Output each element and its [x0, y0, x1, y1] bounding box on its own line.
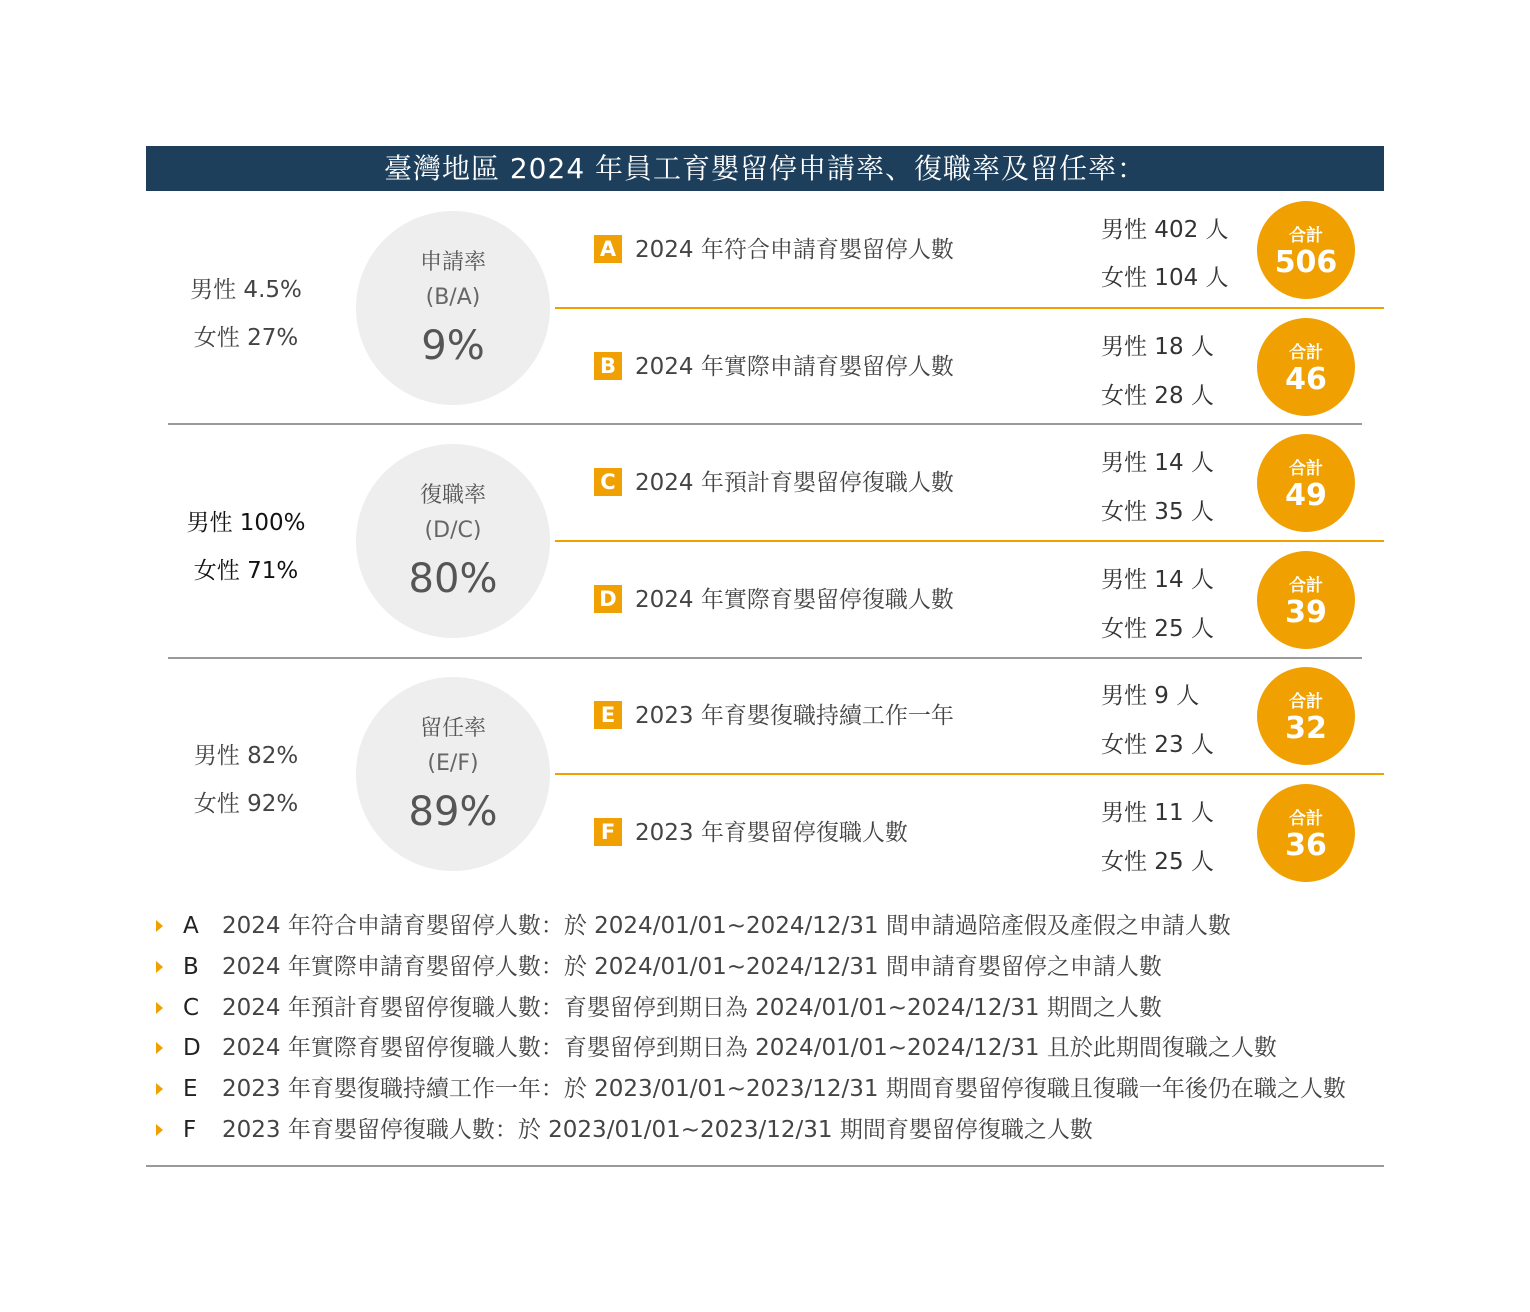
male-percentage: 男性 4.5%: [190, 277, 302, 303]
row-label-b: [594, 352, 954, 382]
total-value: 506: [1274, 245, 1338, 280]
letter-badge: C: [594, 468, 622, 496]
total-badge: [1257, 201, 1355, 299]
female-count: 女性 28 人: [1101, 383, 1214, 409]
male-count: 男性 9 人: [1101, 683, 1200, 709]
total-label: 合計: [1289, 692, 1323, 712]
rate-circle: [356, 444, 550, 638]
triangle-right-icon: [156, 920, 163, 932]
row-label-e: [594, 701, 954, 731]
triangle-right-icon: [156, 1042, 163, 1054]
rate-name: 復職率: [419, 483, 486, 508]
letter-badge: D: [594, 585, 622, 613]
female-count: 女性 104 人: [1101, 265, 1229, 291]
row-label-d: [594, 585, 954, 615]
rate-circle: [356, 211, 550, 405]
group-retention-rate: [146, 657, 1384, 891]
note-item: [156, 1110, 1384, 1151]
triangle-right-icon: [156, 1083, 163, 1095]
total-value: 32: [1285, 711, 1327, 746]
row-label-text: 2023 年育嬰留停復職人數: [635, 820, 908, 846]
note-key: A: [183, 913, 199, 939]
total-badge: [1257, 784, 1355, 882]
male-count: 男性 402 人: [1101, 217, 1229, 243]
total-badge: [1257, 318, 1355, 416]
total-badge: [1257, 667, 1355, 765]
note-item: [156, 906, 1384, 947]
note-key: F: [183, 1116, 197, 1143]
rate-formula: (E/F): [427, 751, 479, 776]
group-application-rate: [146, 191, 1384, 425]
row-label-text: 2024 年實際育嬰留停復職人數: [635, 587, 954, 613]
note-text: 2023 年育嬰留停復職人數：於 2023/01/01~2023/12/31 期間育嬰留停復職之人數: [222, 1116, 1093, 1143]
rate-formula: (D/C): [424, 518, 482, 543]
male-percentage: 男性 100%: [186, 510, 306, 536]
rate-circle: [356, 677, 550, 871]
total-value: 39: [1285, 595, 1327, 630]
male-percentage: 男性 82%: [193, 743, 299, 769]
female-count: 女性 35 人: [1101, 499, 1214, 525]
male-count: 男性 11 人: [1101, 800, 1214, 826]
total-label: 合計: [1289, 343, 1323, 363]
definition-notes: [156, 906, 1384, 1151]
rate-name: 留任率: [419, 716, 486, 741]
row-label-text: 2024 年符合申請育嬰留停人數: [635, 237, 954, 263]
row-divider: [555, 307, 1384, 309]
bottom-divider: [146, 1165, 1384, 1167]
note-key: C: [183, 994, 200, 1021]
note-item: [156, 988, 1384, 1029]
row-label-text: 2023 年育嬰復職持續工作一年: [635, 703, 954, 729]
total-label: 合計: [1289, 226, 1323, 246]
group-return-rate: [146, 424, 1384, 658]
male-count: 男性 14 人: [1101, 450, 1214, 476]
rate-value: 80%: [408, 556, 498, 602]
page-title: 臺灣地區 2024 年員工育嬰留停申請率、復職率及留任率：: [146, 146, 1384, 191]
rate-value: 89%: [408, 789, 498, 835]
note-key: B: [183, 953, 199, 980]
row-label-f: [594, 818, 908, 848]
row-label-c: [594, 468, 954, 498]
rate-value: 9%: [421, 323, 485, 369]
male-count: 男性 18 人: [1101, 334, 1214, 360]
female-count: 女性 25 人: [1101, 849, 1214, 875]
note-text: 2024 年符合申請育嬰留停人數：於 2024/01/01~2024/12/31 間申請過陪產假及產假之申請人數: [222, 913, 1231, 939]
note-text: 2024 年預計育嬰留停復職人數：育嬰留停到期日為 2024/01/01~2024/12/31 期間之人數: [222, 994, 1162, 1021]
total-badge: [1257, 551, 1355, 649]
triangle-right-icon: [156, 1002, 163, 1014]
total-label: 合計: [1289, 809, 1323, 829]
total-value: 46: [1285, 362, 1327, 397]
male-count: 男性 14 人: [1101, 567, 1214, 593]
row-divider: [555, 773, 1384, 775]
letter-badge: B: [594, 352, 622, 380]
total-value: 36: [1285, 828, 1327, 863]
triangle-right-icon: [156, 961, 163, 973]
rate-formula: (B/A): [425, 285, 481, 310]
letter-badge: E: [594, 701, 622, 729]
female-count: 女性 23 人: [1101, 732, 1214, 758]
note-text: 2024 年實際申請育嬰留停人數：於 2024/01/01~2024/12/31 間申請育嬰留停之申請人數: [222, 953, 1162, 980]
row-label-a: [594, 235, 954, 265]
note-item: [156, 1069, 1384, 1110]
letter-badge: F: [594, 818, 622, 846]
female-percentage: 女性 27%: [193, 325, 299, 351]
note-item: [156, 1028, 1384, 1069]
female-percentage: 女性 71%: [193, 558, 299, 584]
note-text: 2024 年實際育嬰留停復職人數：育嬰留停到期日為 2024/01/01~2024/12/31 且於此期間復職之人數: [222, 1035, 1277, 1062]
row-label-text: 2024 年實際申請育嬰留停人數: [635, 354, 954, 380]
note-key: D: [183, 1035, 201, 1062]
total-value: 49: [1285, 478, 1327, 513]
triangle-right-icon: [156, 1124, 163, 1136]
female-count: 女性 25 人: [1101, 616, 1214, 642]
note-text: 2023 年育嬰復職持續工作一年：於 2023/01/01~2023/12/31 期間育嬰留停復職且復職一年後仍在職之人數: [222, 1076, 1346, 1103]
row-label-text: 2024 年預計育嬰留停復職人數: [635, 470, 954, 496]
total-label: 合計: [1289, 576, 1323, 596]
row-divider: [555, 540, 1384, 542]
note-key: E: [183, 1076, 198, 1103]
note-item: [156, 947, 1384, 988]
rate-name: 申請率: [419, 250, 486, 275]
total-badge: [1257, 434, 1355, 532]
letter-badge: A: [594, 235, 622, 263]
total-label: 合計: [1289, 459, 1323, 479]
female-percentage: 女性 92%: [193, 791, 299, 817]
